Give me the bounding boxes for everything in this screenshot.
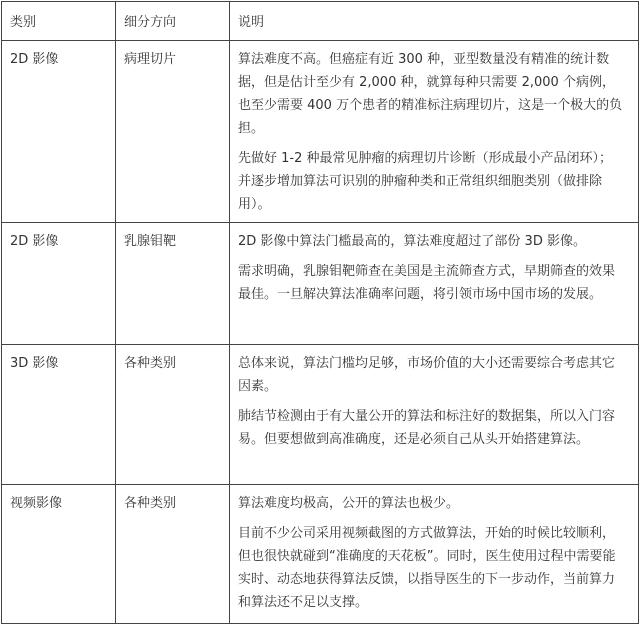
table-row bbox=[2, 223, 639, 345]
category-cell: 3D 影像 bbox=[2, 345, 116, 485]
description-paragraph: 肺结节检测由于有大量公开的算法和标注好的数据集，所以入门容易。但要想做到高准确度，还是必须自己从头开始搭建算法。 bbox=[238, 409, 616, 447]
description-cell bbox=[230, 345, 639, 485]
table-row bbox=[2, 41, 639, 223]
header-direction: 细分方向 bbox=[116, 2, 230, 41]
description-paragraph: 算法难度均极高，公开的算法也极少。 bbox=[238, 496, 460, 511]
category-cell: 视频影像 bbox=[2, 485, 116, 624]
comparison-table bbox=[1, 1, 639, 624]
description-paragraph: 总体来说，算法门槛均足够，市场价值的大小还需要综合考虑其它因素。 bbox=[238, 356, 616, 394]
category-cell: 2D 影像 bbox=[2, 41, 116, 223]
description-cell bbox=[230, 485, 639, 624]
description-cell bbox=[230, 223, 639, 345]
description-paragraph: 算法难度不高。但癌症有近 300 种，亚型数量没有精准的统计数据，但是估计至少有 2,000 种，就算每种只需要 2,000 个病例，也至少需要 400 万个患者的精准标注病理切片，这是一个极大的负担。 bbox=[238, 52, 623, 136]
table-row bbox=[2, 485, 639, 624]
direction-cell: 病理切片 bbox=[116, 41, 230, 223]
direction-cell: 乳腺钼靶 bbox=[116, 223, 230, 345]
direction-cell: 各种类别 bbox=[116, 485, 230, 624]
description-paragraph: 需求明确，乳腺钼靶筛查在美国是主流筛查方式，早期筛查的效果最佳。一旦解决算法准确率问题，将引领市场中国市场的发展。 bbox=[238, 264, 616, 302]
description-cell bbox=[230, 41, 639, 223]
category-cell: 2D 影像 bbox=[2, 223, 116, 345]
table-row bbox=[2, 345, 639, 485]
header-category: 类别 bbox=[2, 2, 116, 41]
direction-cell: 各种类别 bbox=[116, 345, 230, 485]
description-paragraph: 先做好 1-2 种最常见肿瘤的病理切片诊断（形成最小产品闭环）；并逐步增加算法可识别的肿瘤种类和正常组织细胞类别（做排除用）。 bbox=[238, 151, 612, 212]
header-row bbox=[2, 2, 639, 41]
header-description: 说明 bbox=[230, 2, 639, 41]
description-paragraph: 目前不少公司采用视频截图的方式做算法，开始的时候比较顺利，但也很快就碰到“准确度的天花板”。同时，医生使用过程中需要能实时、动态地获得算法反馈，以指导医生的下一步动作，当前算力和算法还不足以支撑。 bbox=[238, 526, 616, 610]
description-paragraph: 2D 影像中算法门槛最高的，算法难度超过了部份 3D 影像。 bbox=[238, 234, 586, 249]
